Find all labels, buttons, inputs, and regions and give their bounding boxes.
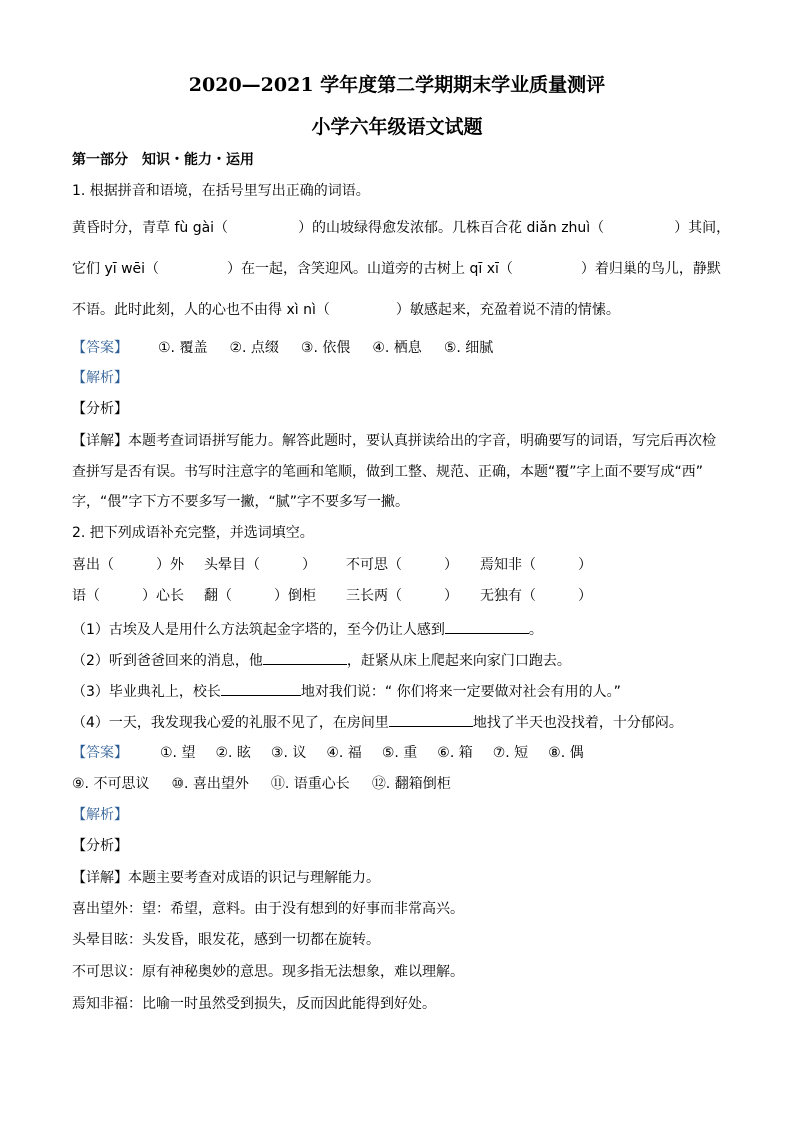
- q2-blank-3: [221, 681, 301, 696]
- q2-sentence-3: [72, 681, 621, 702]
- q1-detail-3: 字，“偎”字下方不要多写一撇，“腻”字不要多写一撇。: [72, 494, 410, 510]
- q2-answer-8: ⑧. 偶: [548, 745, 584, 761]
- q2-answer-9: ⑨. 不可思议: [72, 776, 150, 792]
- q1-detail-1: [72, 431, 716, 451]
- q2-answer-6: ⑥. 箱: [437, 745, 473, 761]
- q2-blank-2: [263, 650, 347, 665]
- page-title: 2020—2021 学年度第二学期期末学业质量测评: [188, 74, 606, 96]
- q2-answer-4: ④. 福: [326, 745, 362, 761]
- q2-idiom-1: 喜出（ ）外: [72, 557, 184, 573]
- q1-line-1: [72, 218, 730, 238]
- q2-idiom-7: 三长两（ ）: [346, 588, 458, 604]
- q2-answer-line-1: [72, 743, 584, 763]
- q1-detail-text-1: 本题考查词语拼写能力。解答此题时，要认真拼读给出的字音，明确要写的词语，写完后再次检: [128, 433, 716, 449]
- q2-answer-tag: 【答案】: [72, 745, 128, 761]
- q2-fenxi-tag: 【分析】: [72, 838, 128, 854]
- q2-answer-3: ③. 议: [270, 745, 307, 761]
- q1-seg-c: ）其间，: [674, 220, 731, 236]
- q2-idiom-row-2: [72, 586, 592, 606]
- q1-detail-2: 查拼写是否有误。书写时注意字的笔画和笔顺，做到工整、规范、正确，本题“覆”字上面不要写成“西”: [72, 464, 704, 480]
- q2-s1-text: （1）古埃及人是用什么方法筑起金字塔的，至今仍让人感到: [72, 622, 445, 638]
- q1-seg-e: ）在一起，含笑迎风。山道旁的古树上 qī xī（: [227, 261, 513, 277]
- q2-answer-12: ⑫. 翻箱倒柜: [371, 776, 451, 792]
- q2-idiom-8: 无独有（ ）: [480, 588, 592, 604]
- q2-idiom-6: 翻（ ）倒柜: [204, 588, 316, 604]
- q2-blank-4: [389, 712, 473, 727]
- q2-stem: 2. 把下列成语补充完整，并选词填空。: [72, 525, 314, 541]
- section-heading: 第一部分 知识・能力・运用: [72, 152, 254, 168]
- q1-answer-5: ⑤. 细腻: [443, 340, 494, 356]
- q2-answer-5: ⑤. 重: [381, 745, 418, 761]
- q2-definition-4: 焉知非福：比喻一时虽然受到损失，反而因此能得到好处。: [72, 996, 436, 1012]
- q2-detail-1: [72, 868, 380, 888]
- q1-answer-4: ④. 栖息: [372, 340, 422, 356]
- q2-answer-7: ⑦. 短: [492, 745, 529, 761]
- q1-answer-1: ①. 覆盖: [158, 340, 208, 356]
- q2-s2-end: ，赶紧从床上爬起来向家门口跑去。: [346, 653, 571, 669]
- q2-idiom-4: 焉知非（ ）: [480, 557, 592, 573]
- q1-seg-h: ）敏感起来，充盈着说不清的情愫。: [395, 302, 620, 318]
- q2-s2-text: （2）听到爸爸回来的消息，他: [72, 653, 263, 669]
- q2-answer-line-2: [72, 774, 451, 794]
- q2-answer-10: ⑩. 喜出望外: [171, 776, 249, 792]
- q2-blank-1: [445, 619, 529, 634]
- q1-answer-line: [72, 338, 515, 358]
- q2-answer-1: ①. 望: [160, 745, 196, 761]
- q2-detail-text-1: 本题主要考查对成语的识记与理解能力。: [128, 870, 380, 886]
- q1-answer-tag: 【答案】: [72, 340, 128, 356]
- q2-idiom-5: 语（ ）心长: [72, 588, 184, 604]
- q1-answer-3: ③. 依偎: [300, 340, 351, 356]
- q2-idiom-2: 头晕目（ ）: [204, 557, 316, 573]
- q1-stem: 1. 根据拼音和语境，在括号里写出正确的词语。: [72, 183, 370, 199]
- q1-detail-tag: 【详解】: [72, 433, 128, 449]
- q2-idiom-3: 不可思（ ）: [346, 557, 458, 573]
- q2-s4-text: （4）一天，我发现我心爱的礼服不见了，在房间里: [72, 715, 389, 731]
- q2-definition-1: 喜出望外：望：希望，意料。由于没有想到的好事而非常高兴。: [72, 901, 464, 917]
- q1-answer-2: ②. 点缀: [229, 340, 279, 356]
- q2-s4-end: 地找了半天也没找着，十分郁闷。: [472, 715, 683, 731]
- q1-seg-b: ）的山坡绿得愈发浓郁。几株百合花 diǎn zhuì（: [298, 220, 605, 236]
- q2-sentence-2: [72, 650, 571, 671]
- q1-seg-a: 黄昏时分，青草 fù gài（: [72, 220, 229, 236]
- q2-idiom-row-1: [72, 555, 592, 575]
- q2-definition-2: 头晕目眩：头发昏，眼发花，感到一切都在旋转。: [72, 932, 380, 948]
- q1-seg-d: 它们 yī wēi（: [72, 261, 160, 277]
- q1-seg-f: ）着归巢的鸟儿，静默: [580, 261, 721, 277]
- q2-detail-tag: 【详解】: [72, 870, 128, 886]
- q2-sentence-4: [72, 712, 683, 733]
- q2-sentence-1: [72, 619, 543, 640]
- q1-line-2: [72, 259, 721, 279]
- q1-seg-g: 不语。此时此刻，人的心也不由得 xì nì（: [72, 302, 330, 318]
- q2-s3-text: （3）毕业典礼上，校长: [72, 684, 221, 700]
- q2-jiexi-tag: 【解析】: [72, 807, 128, 823]
- q1-jiexi-tag: 【解析】: [72, 370, 128, 386]
- q2-s1-end: 。: [528, 622, 543, 638]
- q1-fenxi-tag: 【分析】: [72, 401, 128, 417]
- page-subtitle: 小学六年级语文试题: [311, 116, 483, 138]
- q1-line-3: [72, 300, 620, 320]
- q2-s3-end: 地对我们说：“ 你们将来一定要做对社会有用的人。”: [300, 684, 621, 700]
- q2-definition-3: 不可思议：原有神秘奥妙的意思。现多指无法想象，难以理解。: [72, 964, 464, 980]
- q2-answer-11: ⑪. 语重心长: [270, 776, 350, 792]
- q2-answer-2: ②. 眩: [215, 745, 251, 761]
